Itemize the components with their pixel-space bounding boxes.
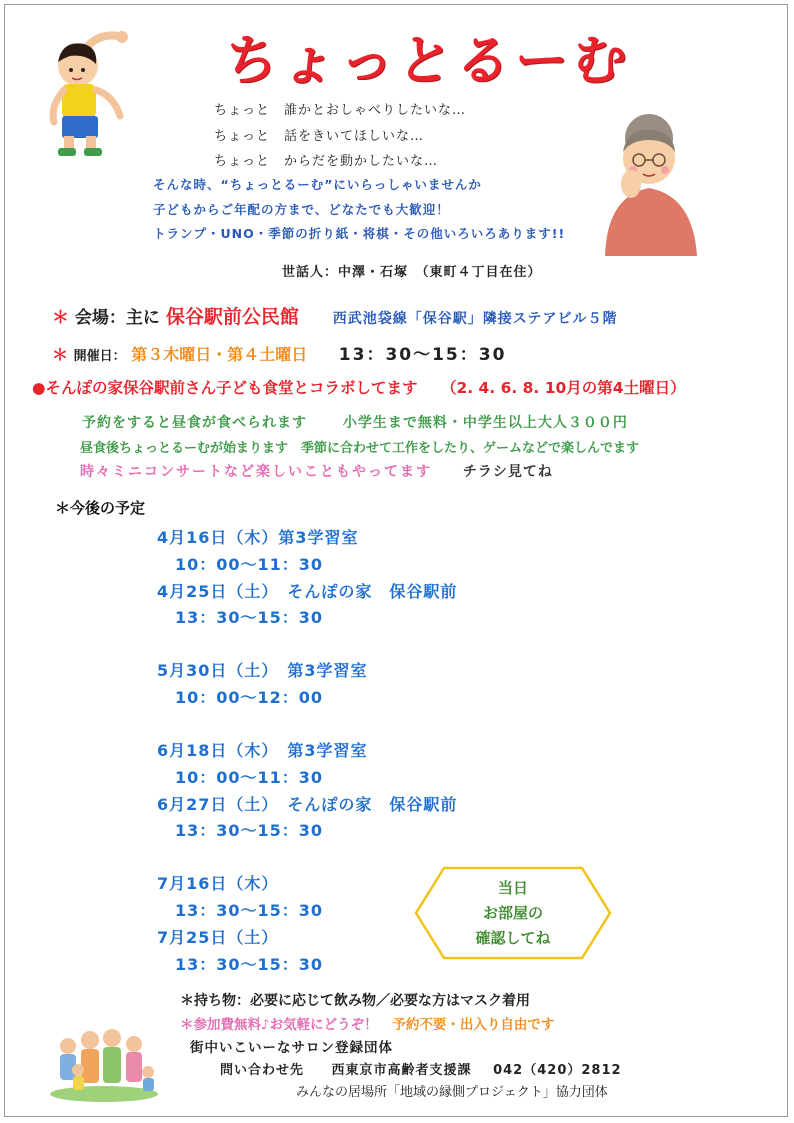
- notice-line-3: 確認してね: [475, 929, 551, 947]
- schedule-time: 13：30〜15：30: [175, 901, 324, 920]
- room-notice: [414, 876, 612, 951]
- activity-line: 昼食後ちょっとるーむが始まります 季節に合わせて工作をしたり、ゲームなどで楽しんでます: [80, 441, 640, 456]
- schedule-time: 10：00〜12：00: [175, 688, 324, 707]
- fee-extra: 予約不要・出入り自由です: [392, 1017, 555, 1033]
- venue-detail: 西武池袋線「保谷駅」隣接ステアビル５階: [332, 311, 618, 327]
- bring-items: [180, 990, 530, 1010]
- schedule-date: 7月25日（土）: [157, 928, 279, 947]
- intro-line-3: ちょっと からだを動かしたいな…: [214, 154, 439, 169]
- bring-text: ＊持ち物：必要に応じて飲み物／必要な方はマスク着用: [180, 993, 530, 1009]
- schedule-date: 6月27日（土） そんぽの家 保谷駅前: [157, 795, 458, 814]
- notice-line-1: 当日: [497, 879, 528, 897]
- grandma-illustration: [597, 108, 705, 256]
- intro-line-2: ちょっと 話をきいてほしいな…: [214, 129, 425, 144]
- contact-line: [220, 1059, 622, 1078]
- contact-dept: 西東京市高齢者支援課: [331, 1063, 472, 1078]
- schedule-time: 13：30〜15：30: [175, 608, 324, 627]
- organization: 街中いこいーなサロン登録団体: [190, 1040, 393, 1056]
- intro-line-1: ちょっと 誰かとおしゃべりしたいな…: [214, 103, 467, 118]
- venue-line: [52, 302, 618, 329]
- schedule-line: [52, 340, 506, 365]
- notice-line-2: お部屋の: [482, 904, 543, 922]
- contact-phone: 042（420）2812: [493, 1063, 622, 1078]
- project-note: みんなの居場所「地域の縁側プロジェクト」協力団体: [296, 1085, 608, 1100]
- schedule-date: 4月16日（木）第3学習室: [157, 528, 359, 547]
- venue-star: ＊: [52, 308, 69, 328]
- boy-stretching-illustration: [40, 26, 140, 160]
- poster-title: ちょっとるーむ: [220, 29, 635, 92]
- invite-line-3: トランプ・UNO・季節の折り紙・将棋・その他いろいろあります!!: [153, 226, 566, 241]
- lunch-line: [82, 412, 628, 432]
- collab-text: ●そんぽの家保谷駅前さん子ども食堂とコラボしてます: [32, 379, 418, 397]
- schedule-date: 4月25日（土） そんぽの家 保谷駅前: [157, 582, 458, 601]
- contact-label: 問い合わせ先: [220, 1063, 305, 1078]
- held-label: 開催日：: [73, 349, 126, 364]
- schedule-time: 13：30〜15：30: [175, 955, 324, 974]
- concert-line: [80, 461, 553, 481]
- collab-dates: （2. 4. 6. 8. 10月の第4土曜日）: [440, 379, 686, 397]
- schedule-time: 10：00〜11：30: [175, 768, 324, 787]
- schedule-heading: ＊今後の予定: [55, 499, 146, 517]
- family-group-illustration: [48, 1024, 160, 1102]
- price-text: 小学生まで無料・中学生以上大人３００円: [342, 415, 628, 431]
- schedule-date: 6月18日（木） 第3学習室: [157, 741, 368, 760]
- flyer-text: チラシ見てね: [462, 464, 553, 480]
- schedule-date: 7月16日（木）: [157, 874, 279, 893]
- held-time: 13：30〜15：30: [338, 345, 507, 365]
- schedule-time: 10：00〜11：30: [175, 555, 324, 574]
- concert-text: 時々ミニコンサートなど楽しいこともやってます: [80, 464, 432, 480]
- schedule-time: 13：30〜15：30: [175, 821, 324, 840]
- held-days: 第３木曜日・第４土曜日: [131, 345, 308, 364]
- held-star: ＊: [52, 345, 69, 364]
- fee-text: ＊参加費無料♪お気軽にどうぞ！: [180, 1017, 378, 1033]
- venue-label: 会場：主に: [74, 308, 160, 328]
- venue-name: 保谷駅前公民館: [165, 306, 299, 328]
- lunch-text: 予約をすると昼食が食べられます: [82, 415, 307, 431]
- host-info: 世話人：中澤・石塚 （東町４丁目在住）: [282, 265, 542, 280]
- invite-line-2: 子どもからご年配の方まで、どなたでも大歓迎！: [153, 202, 450, 217]
- collab-line: [32, 376, 686, 398]
- fee-line: [180, 1013, 554, 1033]
- schedule-date: 5月30日（土） 第3学習室: [157, 661, 368, 680]
- invite-line-1: そんな時、“ちょっとるーむ”にいらっしゃいませんか: [153, 177, 482, 192]
